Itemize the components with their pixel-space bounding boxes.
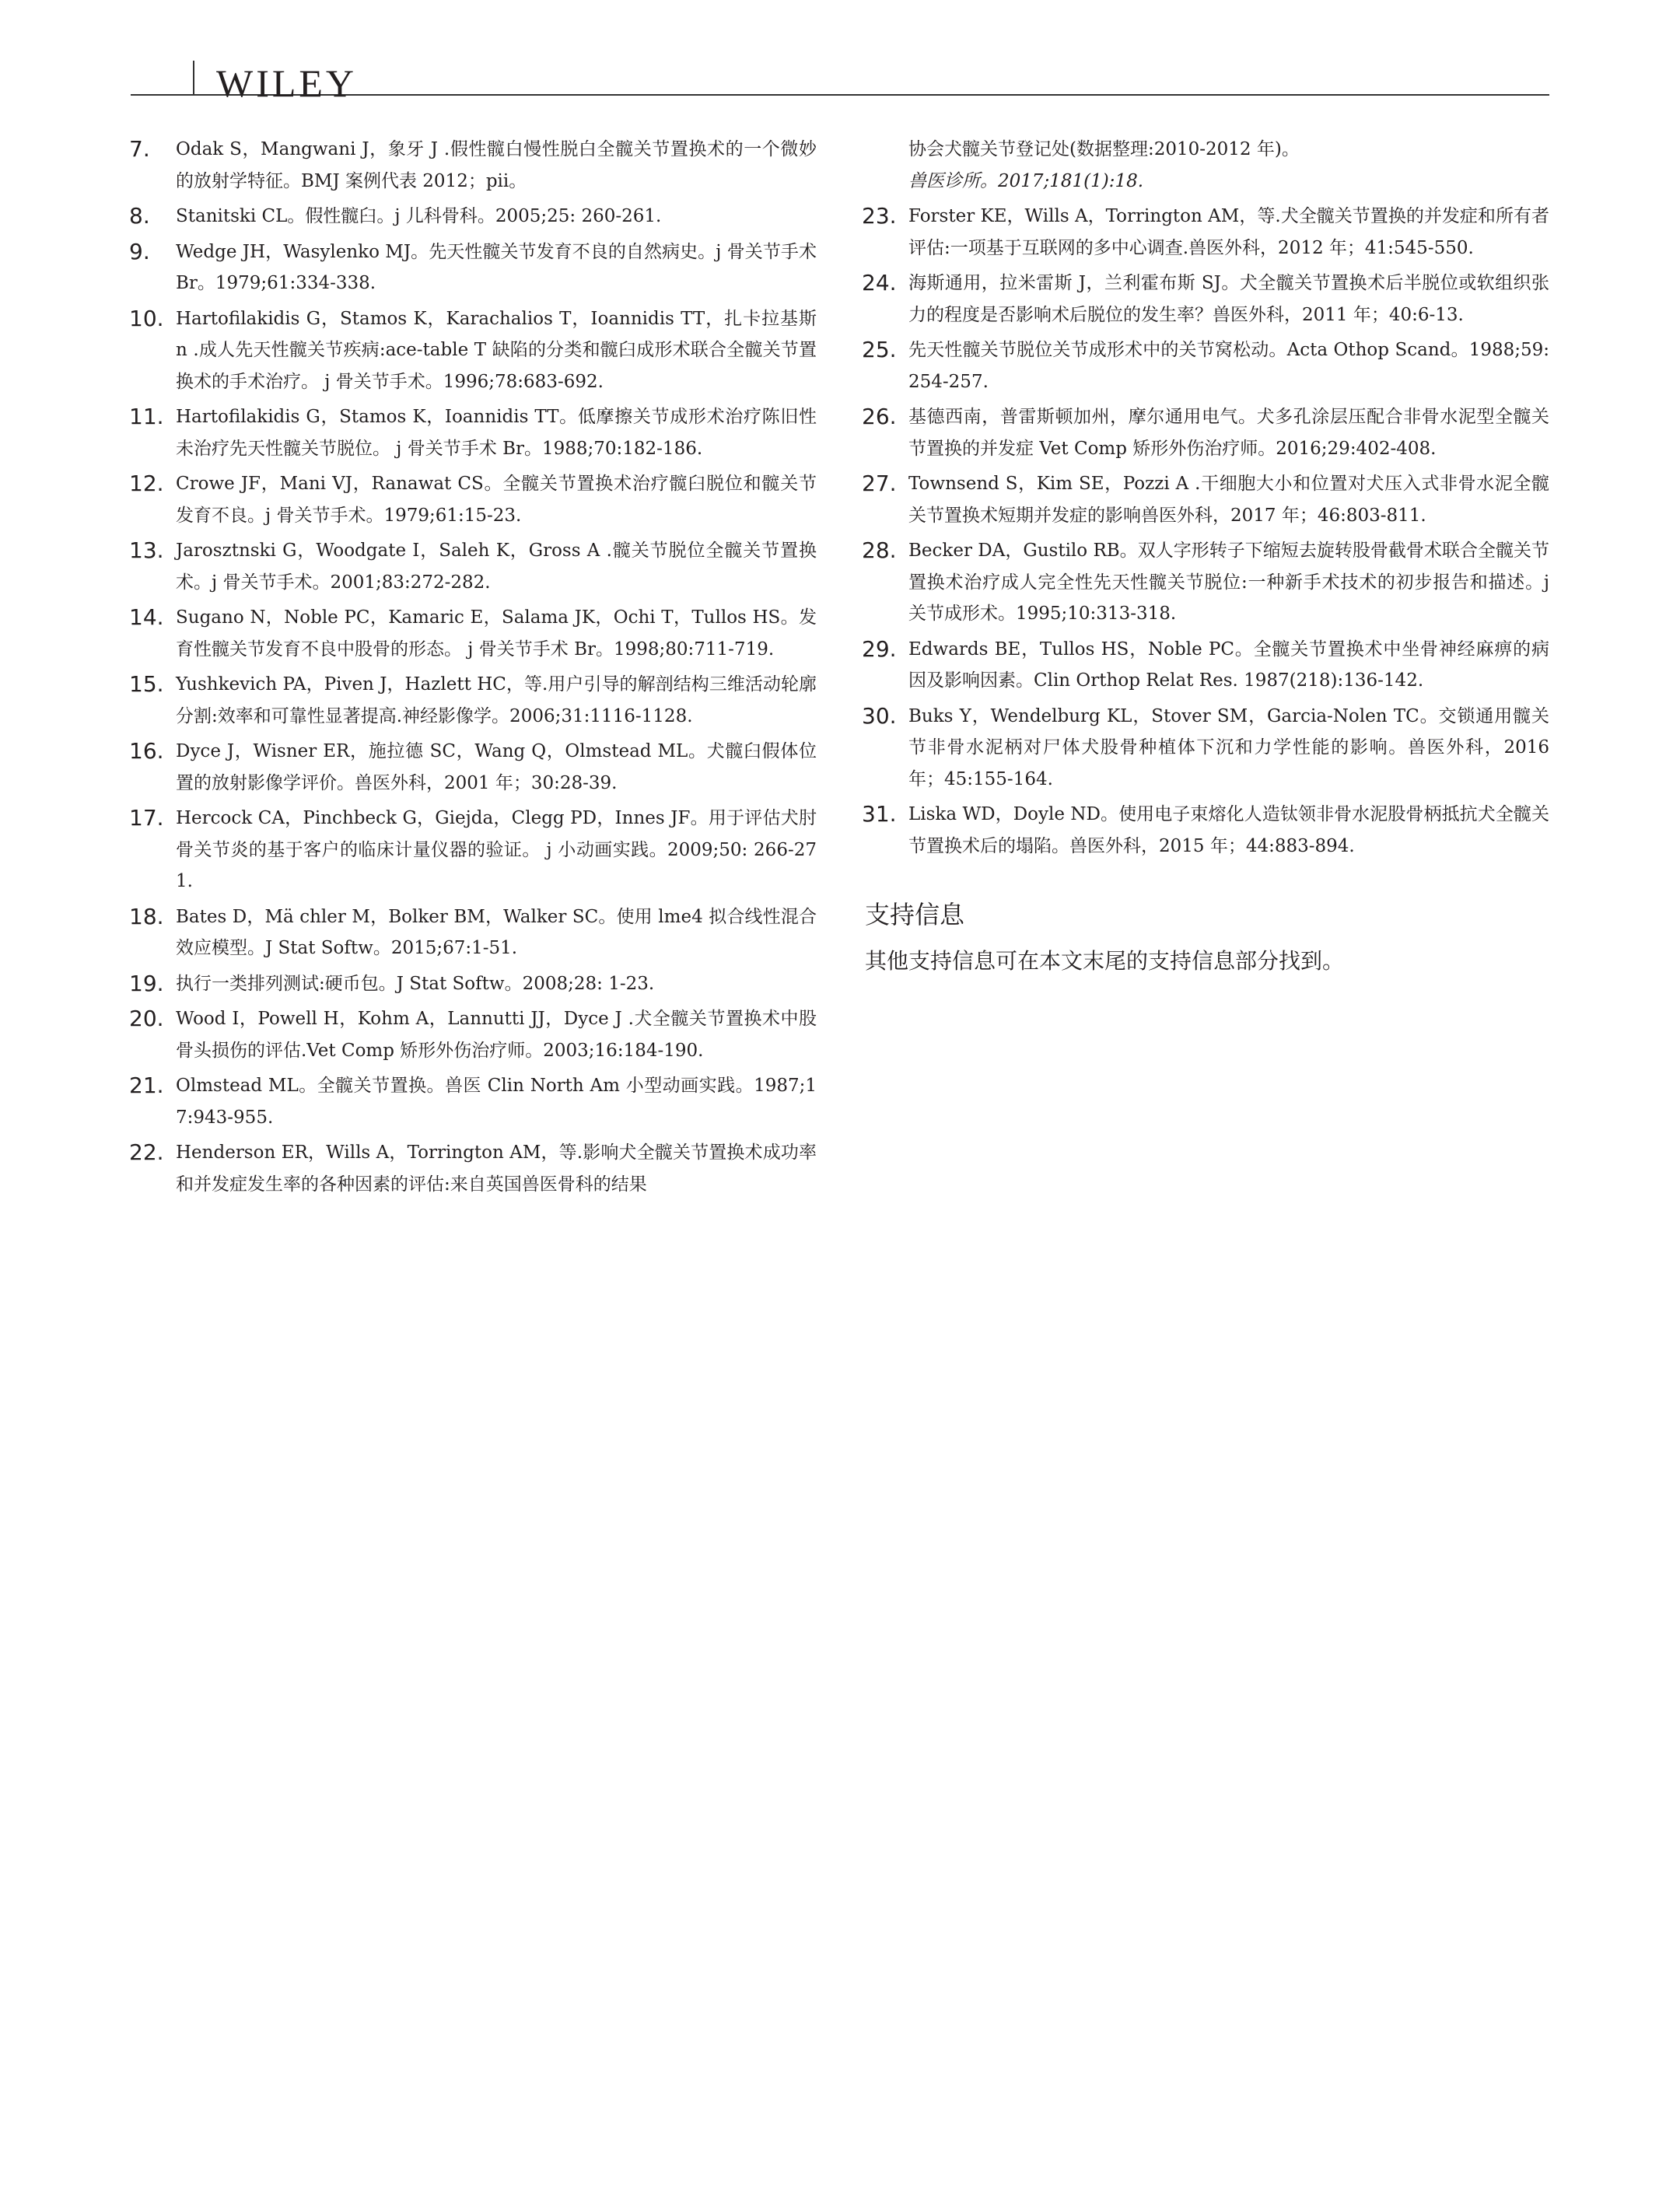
reference-text: 先天性髋关节脱位关节成形术中的关节窝松动。Acta Othop Scand。1988;59:254-257. [908, 340, 1549, 392]
reference-text: 执行一类排列测试:硬币包。J Stat Softw。2008;28: 1-23. [176, 973, 655, 994]
reference-number: 26. [862, 404, 897, 429]
reference-number: 12. [129, 471, 164, 496]
reference-number: 10. [129, 305, 164, 331]
reference-number: 27. [862, 471, 897, 496]
reference-item [129, 968, 817, 1000]
reference-item [862, 799, 1549, 862]
references-left-column [129, 134, 817, 1204]
reference-item [129, 134, 817, 197]
reference-item [129, 1070, 817, 1133]
reference-item [862, 468, 1549, 531]
reference-item [862, 535, 1549, 630]
reference-text: Hartofilakidis G，Stamos K，Ioannidis TT。低摩擦关节成形术治疗陈旧性未治疗先天性髋关节脱位。 j 骨关节手术 Br。1988;70:182-186. [176, 407, 817, 459]
reference-number: 23. [862, 203, 897, 229]
reference-text: 海斯通用，拉米雷斯 J，兰利霍布斯 SJ。犬全髋关节置换术后半脱位或软组织张力的程度是否影响术后脱位的发生率？兽医外科，2011 年；40:6-13. [908, 273, 1549, 325]
reference-number: 19. [129, 970, 164, 996]
support-info-heading: 支持信息 [865, 900, 965, 929]
support-info-body: 其他支持信息可在本文末尾的支持信息部分找到。 [865, 948, 1345, 974]
reference-item [129, 803, 817, 898]
reference-text: Hercock CA，Pinchbeck G，Giejda，Clegg PD，Innes JF。用于评估犬肘骨关节炎的基于客户的临床计量仪器的验证。 j 小动画实践。2009;50: 266-271. [176, 808, 817, 891]
reference-item [862, 334, 1549, 397]
reference-item [129, 468, 817, 531]
reference-number: 20. [129, 1006, 164, 1031]
reference-item [129, 236, 817, 299]
reference-text: Crowe JF，Mani VJ，Ranawat CS。全髋关节置换术治疗髋臼脱位和髋关节发育不良。j 骨关节手术。1979;61:15-23. [176, 474, 817, 526]
reference-text: Olmstead ML。全髋关节置换。兽医 Clin North Am 小型动画实践。1987;17:943-955. [176, 1076, 817, 1128]
reference-item [129, 602, 817, 665]
reference-number: 8. [129, 203, 150, 229]
reference-number: 7. [129, 136, 150, 162]
reference-number: 31. [862, 801, 897, 827]
reference-text: Sugano N，Noble PC，Kamaric E，Salama JK，Ochi T，Tullos HS。发育性髋关节发育不良中股骨的形态。 j 骨关节手术 Br。1998;80:711-719. [176, 607, 817, 660]
reference-text: Forster KE，Wills A，Torrington AM，等.犬全髋关节置换的并发症和所有者评估:一项基于互联网的多中心调查.兽医外科，2012 年；41:545-550. [908, 206, 1549, 258]
reference-continuation [865, 134, 1549, 197]
reference-number: 22. [129, 1139, 164, 1165]
reference-number: 25. [862, 337, 897, 362]
reference-item [129, 201, 817, 233]
reference-item [862, 634, 1549, 697]
reference-text: Townsend S，Kim SE，Pozzi A .干细胞大小和位置对犬压入式非骨水泥全髋关节置换术短期并发症的影响兽医外科，2017 年；46:803-811. [908, 474, 1549, 526]
references-right-column [862, 134, 1549, 977]
reference-item [129, 736, 817, 799]
reference-continuation-line: 协会犬髋关节登记处(数据整理:2010-2012 年)。 [908, 139, 1300, 159]
reference-text: 基德西南，普雷斯顿加州，摩尔通用电气。犬多孔涂层压配合非骨水泥型全髋关节置换的并发症 Vet Comp 矫形外伤治疗师。2016;29:402-408. [908, 407, 1549, 459]
reference-number: 11. [129, 404, 164, 429]
reference-text: Liska WD，Doyle ND。使用电子束熔化人造钛领非骨水泥股骨柄抵抗犬全髋关节置换术后的塌陷。兽医外科，2015 年；44:883-894. [908, 804, 1549, 856]
reference-text: Stanitski CL。假性髋臼。j 儿科骨科。2005;25: 260-261. [176, 206, 662, 226]
reference-item [129, 401, 817, 464]
reference-item [129, 535, 817, 598]
reference-text: Yushkevich PA，Piven J，Hazlett HC，等.用户引导的解剖结构三维活动轮廓分割:效率和可靠性显著提高.神经影像学。2006;31:1116-1128. [176, 674, 817, 726]
reference-text: Edwards BE，Tullos HS，Noble PC。全髋关节置换术中坐骨神经麻痹的病因及影响因素。Clin Orthop Relat Res. 1987(218):136-142. [908, 639, 1549, 691]
reference-number: 16. [129, 738, 164, 764]
reference-number: 13. [129, 537, 164, 563]
reference-text: Odak S，Mangwani J，象牙 J .假性髋白慢性脱白全髋关节置换术的一个微妙的放射学特征。BMJ 案例代表 2012；pii。 [176, 139, 817, 191]
reference-text: Henderson ER，Wills A，Torrington AM，等.影响犬全髋关节置换术成功率和并发症发生率的各种因素的评估:来自英国兽医骨科的结果 [176, 1142, 817, 1195]
reference-item [129, 303, 817, 398]
reference-number: 30. [862, 702, 897, 729]
reference-text: Buks Y，Wendelburg KL，Stover SM，Garcia-Nolen TC。交锁通用髋关节非骨水泥柄对尸体犬股骨种植体下沉和力学性能的影响。兽医外科，2016 年；45:155-164. [908, 705, 1549, 789]
reference-item [862, 701, 1549, 796]
reference-number: 18. [129, 903, 164, 929]
reference-continuation-journal: 兽医诊所。2017;181(1):18. [908, 170, 1144, 191]
reference-text: Wedge JH，Wasylenko MJ。先天性髋关节发育不良的自然病史。j 骨关节手术 Br。1979;61:334-338. [176, 241, 817, 293]
reference-number: 17. [129, 805, 164, 831]
header-rule-tick [193, 61, 194, 95]
reference-text: Hartofilakidis G，Stamos K，Karachalios T，Ioannidis TT，扎卡拉基斯 n .成人先天性髋关节疾病:ace-table T 缺陷的分类和髋臼成形术联合全髋关节置换术的手术治疗。 j 骨关节手术。1996;78:683-692. [176, 308, 817, 392]
reference-number: 14. [129, 604, 164, 630]
reference-item [129, 1003, 817, 1066]
reference-item [129, 1137, 817, 1200]
reference-item [862, 268, 1549, 331]
reference-text: Dyce J，Wisner ER，施拉德 SC，Wang Q，Olmstead ML。犬髋臼假体位置的放射影像学评价。兽医外科，2001 年；30:28-39. [176, 741, 817, 793]
reference-number: 24. [862, 270, 897, 296]
reference-item [862, 401, 1549, 464]
wiley-logo: WILEY [216, 61, 358, 105]
reference-text: Jarosztnski G，Woodgate I，Saleh K，Gross A .髋关节脱位全髋关节置换术。j 骨关节手术。2001;83:272-282. [176, 541, 817, 593]
reference-number: 28. [862, 537, 897, 563]
reference-number: 21. [129, 1073, 164, 1098]
reference-text: Wood I，Powell H，Kohm A，Lannutti JJ，Dyce J .犬全髋关节置换术中股骨头损伤的评估.Vet Comp 矫形外伤治疗师。2003;16:184-190. [176, 1009, 817, 1061]
reference-number: 29. [862, 635, 897, 662]
reference-item [862, 201, 1549, 264]
reference-item [129, 669, 817, 732]
reference-text: Bates D，Mä chler M，Bolker BM，Walker SC。使用 lme4 拟合线性混合效应模型。J Stat Softw。2015;67:1-51. [176, 906, 817, 958]
reference-text: Becker DA，Gustilo RB。双人字形转子下缩短去旋转股骨截骨术联合全髋关节置换术治疗成人完全性先天性髋关节脱位:一种新手术技术的初步报告和描述。j 关节成形术。1995;10:313-318. [908, 541, 1549, 624]
reference-item [129, 901, 817, 964]
reference-number: 15. [129, 671, 164, 697]
reference-number: 9. [129, 238, 150, 264]
